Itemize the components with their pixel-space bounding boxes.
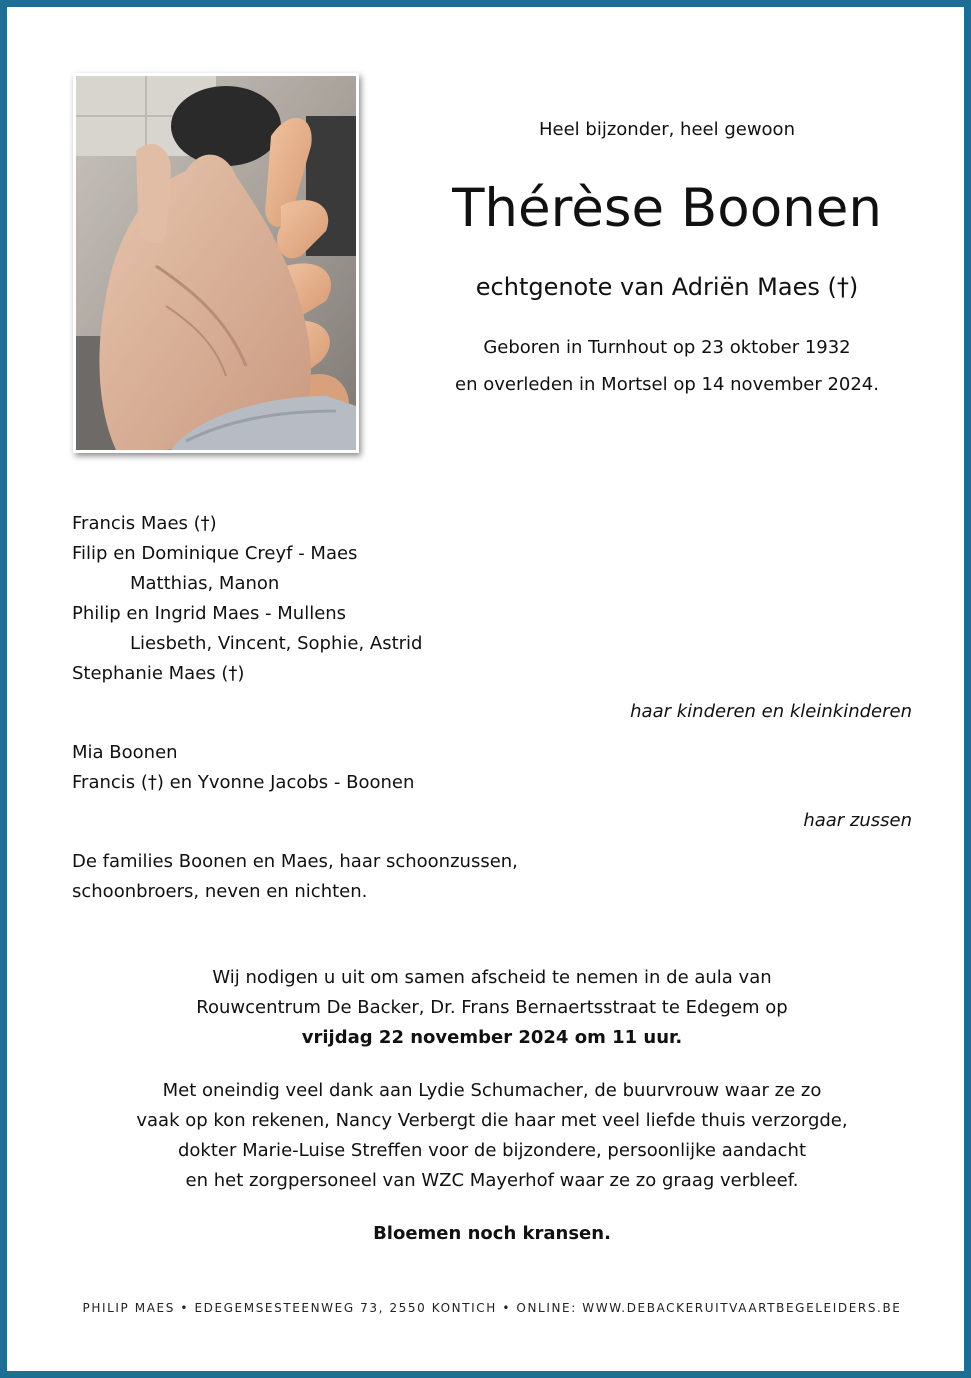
spouse-line: echtgenote van Adriën Maes (†) bbox=[475, 273, 859, 301]
birth-line: Geboren in Turnhout op 23 oktober 1932 bbox=[483, 337, 851, 358]
thanks-line: Met oneindig veel dank aan Lydie Schumacher, de buurvrouw waar ze zo bbox=[162, 1080, 822, 1101]
invitation-line: Rouwcentrum De Backer, Dr. Frans Bernaertsstraat te Edegem op bbox=[196, 997, 788, 1018]
family-line: Filip en Dominique Creyf - Maes bbox=[72, 543, 358, 564]
grandchildren-line: Liesbeth, Vincent, Sophie, Astrid bbox=[130, 633, 423, 654]
sisters-section bbox=[72, 738, 912, 846]
family-line: schoonbroers, neven en nichten. bbox=[72, 881, 368, 902]
family-line: Mia Boonen bbox=[72, 742, 178, 763]
family-line: De families Boonen en Maes, haar schoonzussen, bbox=[72, 851, 518, 872]
thanks-paragraph bbox=[67, 1076, 917, 1196]
holding-hands-image bbox=[76, 76, 356, 450]
grandchildren-line: Matthias, Manon bbox=[130, 573, 280, 594]
invitation-paragraph bbox=[67, 963, 917, 1053]
closing-note: Bloemen noch kransen. bbox=[373, 1223, 611, 1244]
invitation-line: Wij nodigen u uit om samen afscheid te nemen in de aula van bbox=[212, 967, 772, 988]
family-line: Stephanie Maes (†) bbox=[72, 663, 245, 684]
ceremony-date: vrijdag 22 november 2024 om 11 uur. bbox=[301, 1027, 683, 1048]
death-line: en overleden in Mortsel op 14 november 2024. bbox=[455, 374, 879, 395]
family-line: Philip en Ingrid Maes - Mullens bbox=[72, 603, 347, 624]
deceased-name: Thérèse Boonen bbox=[452, 178, 882, 239]
thanks-line: vaak op kon rekenen, Nancy Verbergt die haar met veel liefde thuis verzorgde, bbox=[136, 1110, 848, 1131]
children-role-label: haar kinderen en kleinkinderen bbox=[630, 701, 912, 722]
families-section bbox=[72, 847, 912, 907]
family-line: Francis Maes (†) bbox=[72, 513, 217, 534]
portrait-photo bbox=[73, 73, 359, 453]
tagline: Heel bijzonder, heel gewoon bbox=[539, 119, 795, 140]
footer-contact: PHILIP MAES • EDEGEMSESTEENWEG 73, 2550 KONTICH • ONLINE: WWW.DEBACKERUITVAARTBEGELEIDERS.BE bbox=[82, 1301, 902, 1315]
thanks-line: dokter Marie-Luise Streffen voor de bijzondere, persoonlijke aandacht bbox=[177, 1140, 807, 1161]
thanks-line: en het zorgpersoneel van WZC Mayerhof waar ze zo graag verbleef. bbox=[185, 1170, 799, 1191]
family-line: Francis (†) en Yvonne Jacobs - Boonen bbox=[72, 772, 415, 793]
children-section bbox=[72, 509, 912, 737]
sisters-role-label: haar zussen bbox=[803, 810, 912, 831]
